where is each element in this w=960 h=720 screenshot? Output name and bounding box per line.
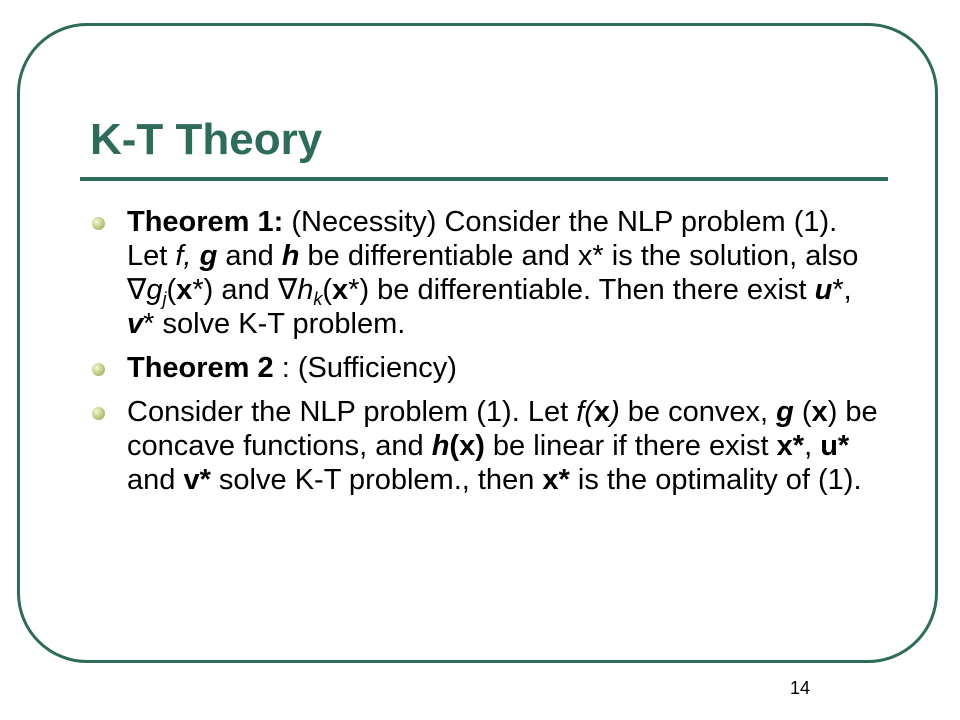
theorem-2-text: : (Sufficiency) — [273, 352, 457, 384]
bullet-dot-icon — [92, 407, 105, 420]
theorem-1-text: (Necessity) Consider the NLP problem (1). Let f, g and h be differentiable and x* is the solution, also $\nabla g_j(x*)$ and $\nabla h_k(x*)$ be differentiable. Then there exist u*, v* solve K-T problem. — [127, 206, 859, 340]
bullet-dot-icon — [92, 363, 105, 376]
slide-title: K-T Theory — [90, 115, 323, 164]
theorem-1-label: Theorem 1: — [127, 206, 284, 238]
bullet-theorem-2 — [90, 351, 880, 385]
theorem-2-statement-text: Consider the NLP problem (1). Let f(x) be convex, g (x) be concave functions, and h(x) be linear if there exist x*, u* and v* solve K-T problem., then x* is the optimality of (1). — [127, 396, 878, 496]
bullet-list — [90, 205, 880, 507]
bullet-theorem-2-statement — [90, 395, 880, 497]
bullet-theorem-1 — [90, 205, 880, 341]
page-number: 14 — [790, 678, 811, 698]
theorem-2-label: Theorem 2 — [127, 352, 274, 384]
title-underline — [80, 177, 888, 181]
bullet-dot-icon — [92, 217, 105, 230]
